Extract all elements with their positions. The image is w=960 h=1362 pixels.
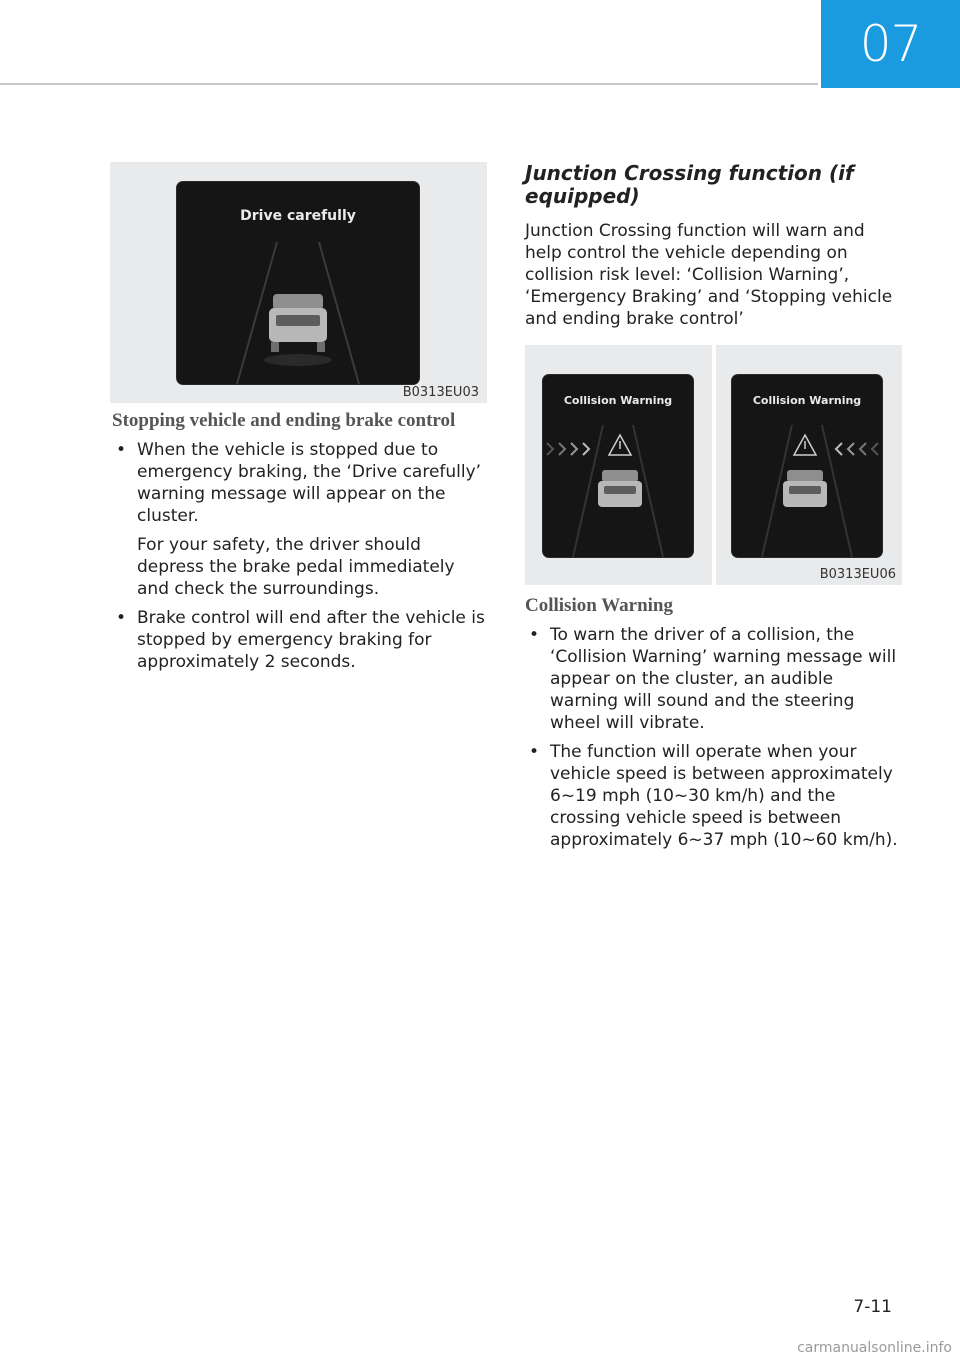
right-column-intro [525,162,905,330]
list-item [525,624,905,734]
header-rule [0,83,818,85]
cluster-screen-left [543,375,693,557]
page-number: 7-11 [853,1297,892,1317]
collision-warning-subheading: Collision Warning [525,595,674,616]
list-item [112,607,490,673]
cluster-screen-right [732,375,882,557]
list-item-text: When the vehicle is stopped due to emergency braking, the ‘Drive carefully’ warning message will appear on the cluster. [137,440,482,526]
drive-carefully-figure [110,162,487,403]
vehicle-rear-icon [177,182,419,384]
cluster-message-right: Collision Warning [752,394,862,407]
chapter-number: 07 [859,15,922,73]
crossing-from-left-icon [543,375,693,557]
collision-warning-list [525,624,905,851]
cluster-message: Drive carefully [240,208,356,224]
list-item-text: Brake control will end after the vehicle is stopped by emergency braking for approximately 2 seconds. [137,608,485,672]
junction-crossing-intro: Junction Crossing function will warn and help control the vehicle depending on collision risk level: ‘Collision Warning’, ‘Emergency Braking’ and ‘Stopping vehicle and ending brake control’ [525,221,893,329]
chapter-tab [821,0,960,88]
list-item-note: For your safety, the driver should depress the brake pedal immediately and check the surroundings. [137,535,455,599]
stopping-vehicle-subheading: Stopping vehicle and ending brake control [112,410,456,431]
figure-code: B0313EU03 [402,385,479,400]
watermark: carmanualsonline.info [797,1340,952,1356]
left-column [112,410,490,680]
crossing-from-right-icon [732,375,882,557]
list-item [525,741,905,851]
collision-warning-right-figure [716,345,902,585]
list-item [112,439,490,600]
right-column-body [525,595,905,858]
list-item-text: The function will operate when your vehicle speed is between approximately 6~19 mph (10~30 km/h) and the crossing vehicle speed is between approximately 6~37 mph (10~60 km/h). [550,742,898,850]
cluster-message-left: Collision Warning [563,394,673,407]
list-item-text: To warn the driver of a collision, the ‘Collision Warning’ warning message will appear on the cluster, an audible warning will sound and the steering wheel will vibrate. [550,625,897,733]
collision-warning-left-figure [525,345,712,585]
figure-code: B0313EU06 [819,567,896,582]
cluster-screen [177,182,419,384]
junction-crossing-title: Junction Crossing function (if equipped) [525,161,854,208]
stopping-vehicle-list [112,439,490,673]
